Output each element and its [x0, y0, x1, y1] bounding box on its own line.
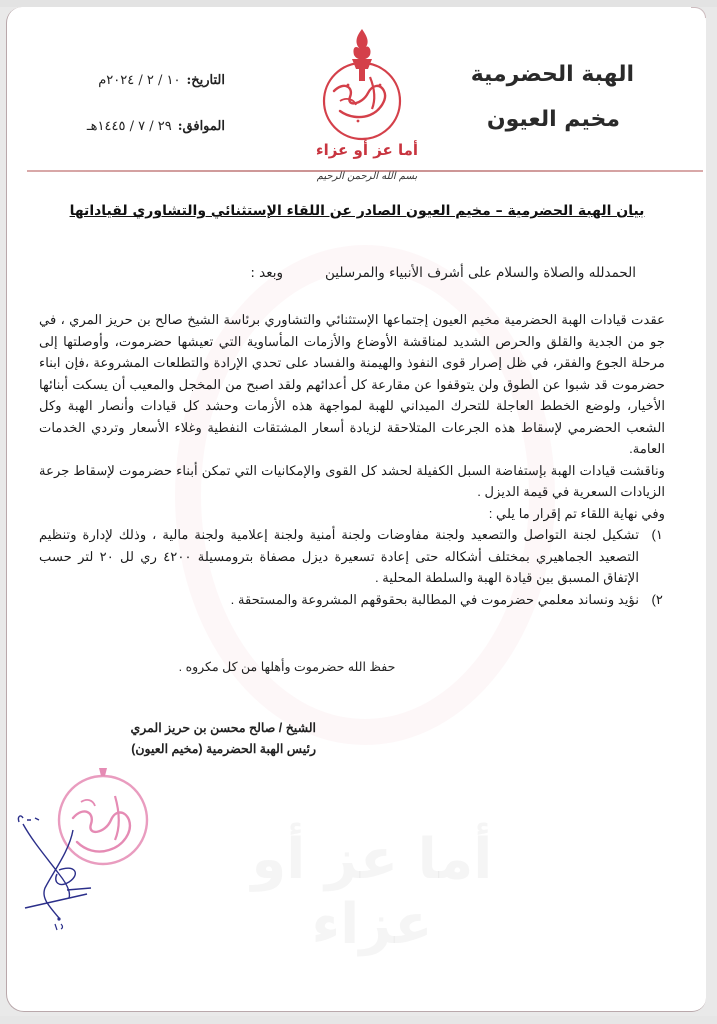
watermark-motto: أما عز أو عزاء — [251, 827, 493, 957]
viewer-bottom-bar — [0, 1016, 717, 1024]
motto-text: أما عز أو عزاء — [315, 141, 419, 159]
hijri-date — [45, 119, 225, 134]
signatory-title: رئيس الهبة الحضرمية (مخيم العيون) — [131, 742, 316, 756]
signatory-name: الشيخ / صالح محسن بن حريز المري — [130, 721, 316, 735]
paragraph-2: وناقشت قيادات الهبة بإستفاضة السبل الكفيلة لحشد كل القوى والإمكانيات التي تمكن أبناء حضرموت لإسقاط جرعة الزيادات السعرية في قيمة الديزل . — [39, 462, 665, 499]
basmala: بسم الله الرحمن الرحيم — [316, 171, 418, 182]
organization-branch: مخيم العيون — [486, 107, 620, 132]
resolution-text: نؤيد ونساند معلمي حضرموت في المطالبة بحقوقهم المشروعة والمستحقة . — [230, 591, 639, 607]
hijri-value: ٢٩ / ٧ / ١٤٤٥هـ — [86, 119, 172, 134]
handwritten-signature-icon — [13, 802, 103, 932]
letter-page — [6, 7, 706, 1012]
date-label: التاريخ: — [186, 73, 225, 88]
greeting — [250, 265, 636, 281]
paragraph-1: عقدت قيادات الهبة الحضرمية مخيم العيون إجتماعها الإستثنائي والتشاوري برئاسة الشيخ صالح بن حريز المري ، في جو من الجدية والقلق والحرص الشديد لمناقشة الأوضاع والأزمات المأساوية التي تعيشها حضرموت، وأوصلتها إلى مرحلة الجوع والفقر، في ظل إصرار قوى النفوذ والهيمنة والفساد على تحدي الإرادة والتطلعات المشروعة ،فإن ابناء حضرموت قد شبوا عن الطوق ولن يتوقفوا عن مقارعة كل أعدائهم ولقد اصبح من المخجل والمعيب أن يسكت أبنائها الأخيار، ولوضع الخطط العاجلة للتحرك الميداني للهبة لمواجهة هذه الأزمات وحشد كل قيادات وأنصار الهبة وكل الشعب الحضرمي لإسقاط هذه الجرعات المتلاحقة لزيادة أسعار المشتقات النفطية وغلاء الأسعار وتردي الخدمات العامة. — [39, 312, 665, 456]
resolution-number: ٢) — [651, 591, 663, 607]
closing-prayer: حفظ الله حضرموت وأهلها من كل مكروه . — [178, 660, 396, 674]
viewer-top-bar — [0, 0, 717, 7]
greeting-text: الحمدلله والصلاة والسلام على أشرف الأنبياء والمرسلين — [325, 265, 636, 281]
torch-logo-icon — [310, 25, 414, 143]
resolutions-list — [39, 524, 665, 610]
statement-body — [39, 309, 665, 610]
resolution-item — [39, 524, 665, 589]
resolution-item — [39, 589, 665, 611]
date-value: ١٠ / ٢ / ٢٠٢٤م — [98, 73, 181, 88]
greeting-suffix: وبعد : — [250, 265, 284, 281]
organization-name: الهبة الحضرمية — [470, 62, 634, 87]
statement-title: بيان الهبة الحضرمية – مخيم العيون الصادر عن اللقاء الإستثنائي والتشاوري لقياداتها — [69, 203, 645, 219]
resolution-number: ١) — [651, 527, 663, 542]
hijri-label: الموافق: — [177, 119, 225, 134]
gregorian-date — [45, 73, 225, 88]
resolution-text: تشكيل لجنة التواصل والتصعيد ولجنة مفاوضات ولجنة أمنية ولجنة إعلامية ولجنة مالية ، وذلك لإدارة وتنظيم التصعيد الجماهيري بمختلف أشكاله حتى إعادة تسعيرة ديزل مصفاة بترومسيلة ٤٢٠٠ ري لل ٢٠ لتر حسب الإتفاق المسبق بين قيادة الهبة والسلطة المحلية . — [39, 527, 640, 585]
page-corner — [691, 7, 706, 18]
paragraph-3: وفي نهاية اللقاء تم إقرار ما يلي : — [488, 505, 665, 521]
